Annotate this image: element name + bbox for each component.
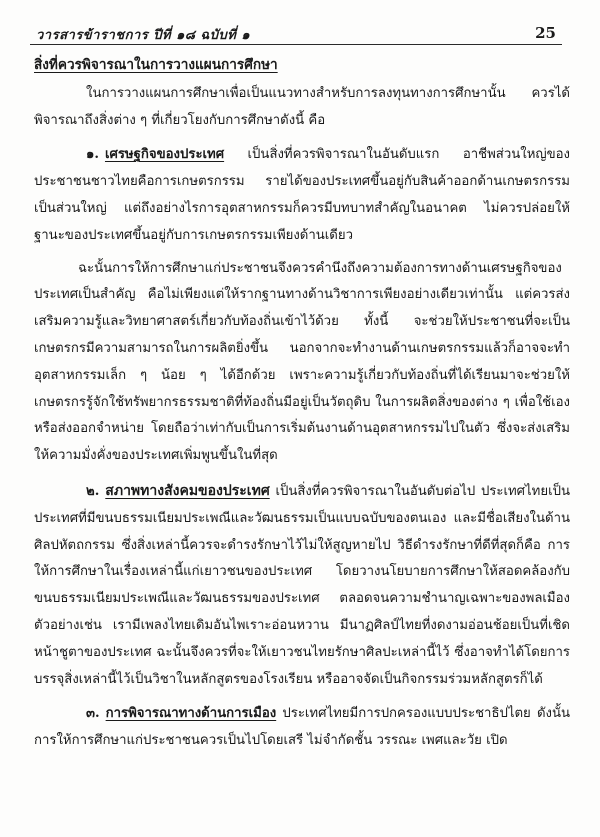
item-text: เป็นสิ่งที่ควรพิจารณาในอันดับแรก อาชีพส่วนใหญ่ของประชาชนชาวไทยคือการเกษตรกรรม รายได้ของประเทศขึ้นอยู่กับสินค้าออกด้านเกษตรกรรมเป็นส่วนใหญ่ แต่ถึงอย่างไรการอุตสาหกรรมก็ควรมีบทบาทสำคัญในอนาคต ไม่ควรปล่อยให้ฐานะของประเทศขึ้นอยู่กับการเกษตรกรรมเพียงด้านเดียว (34, 147, 570, 243)
running-header-title: วารสารข้าราชการ ปีที่ ๑๘ ฉบับที่ ๑ (36, 28, 251, 43)
header-divider (30, 44, 562, 45)
item-number: ๒. (86, 483, 100, 499)
item-topic: สภาพทางสังคมของประเทศ (105, 482, 270, 499)
item-topic: การพิจารณาทางด้านการเมือง (105, 706, 277, 722)
economy-continuation-paragraph: ฉะนั้นการให้การศึกษาแก่ประชาชนจึงควรคำนึงถึงความต้องการทางด้านเศรษฐกิจของประเทศเป็นสำคัญ คือไม่เพียงแต่ให้รากฐานทางด้านวิชาการเพียงอย่างเดียวเท่านั้น แต่ควรส่งเสริมความรู้และวิทยาศาสตร์เกี่ยวกับท้องถิ่นเข้าไว้ด้วย ทั้งนี้ จะช่วยให้ประชาชนที่จะเป็นเกษตรกรมีความสามารถในการผลิตยิ่งขึ้น นอกจากจะทำงานด้านเกษตรกรรมแล้วก็อาจจะทำอุตสาหกรรมเล็ก ๆ น้อย ๆ ได้อีกด้วย เพราะความรู้เกี่ยวกับท้องถิ่นที่ได้เรียนมาจะช่วยให้เกษตรกรรู้จักใช้ทรัพยากรธรรมชาติที่ท้องถิ่นมีอยู่เป็นวัตถุดิบ ในการผลิตสิ่งของต่าง ๆ เพื่อใช้เอง หรือส่งออกจำหน่าย โดยถือว่าเท่ากับเป็นการเริ่มต้นงานด้านอุตสาหกรรมไปในตัว ซึ่งจะส่งเสริมให้ความมั่งคั่งของประเทศเพิ่มพูนขึ้นในที่สุด (34, 260, 570, 464)
page-number: 25 (535, 24, 556, 42)
page-body (34, 52, 570, 755)
item-text: เป็นสิ่งที่ควรพิจารณาในอันดับต่อไป ประเทศไทยเป็นประเทศที่มีขนบธรรมเนียมประเพณีและวัฒนธรรมเป็นแบบฉบับของตนเอง และมีชื่อเสียงในด้านศิลปหัตถกรรม ซึ่งสิ่งเหล่านี้ควรจะดำรงรักษาไว้ไม่ให้สูญหายไป วิธีดำรงรักษาที่ดีที่สุดก็คือ การให้การศึกษาในเรื่องเหล่านี้แก่เยาวชนของประเทศ โดยวางนโยบายการศึกษาให้สอดคล้องกับขนบธรรมเนียมประเพณีและวัฒนธรรมของประเทศ ตลอดจนความชำนาญเฉพาะของพลเมือง ตัวอย่างเช่น เรามีเพลงไทยเดิมอันไพเราะอ่อนหวาน มีนาฏศิลป์ไทยที่งดงามอ่อนช้อยเป็นที่เชิดหน้าชูตาของประเทศ ฉะนั้นจึงควรที่จะให้เยาวชนไทยรักษาศิลปะเหล่านี้ไว้ ซึ่งอาจทำได้โดยการบรรจุสิ่งเหล่านี้ไว้เป็นวิชาในหลักสูตรของโรงเรียน หรืออาจจัดเป็นกิจกรรมร่วมหลักสูตรก็ได้ (34, 483, 570, 687)
list-item-politics (34, 701, 570, 755)
section-heading: สิ่งที่ควรพิจารณาในการวางแผนการศึกษา (34, 57, 278, 73)
list-item-economy (34, 142, 570, 249)
item-number: ๓. (86, 706, 100, 722)
item-text: ประเทศไทยมีการปกครองแบบประชาธิปไตย ดังนั้นการให้การศึกษาแก่ประชาชนควรเป็นไปโดยเสรี ไม่จำกัดชั้น วรรณะ เพศและวัย เปิด (34, 706, 570, 749)
list-item-society (34, 478, 570, 693)
item-topic: เศรษฐกิจของประเทศ (104, 147, 225, 163)
item-number: ๑. (86, 147, 99, 163)
intro-paragraph: ในการวางแผนการศึกษาเพื่อเป็นแนวทางสำหรับการลงทุนทางการศึกษานั้น ควรได้พิจารณาถึงสิ่งต่าง ๆ ที่เกี่ยวโยงกับการศึกษาดังนี้ คือ (34, 85, 570, 128)
